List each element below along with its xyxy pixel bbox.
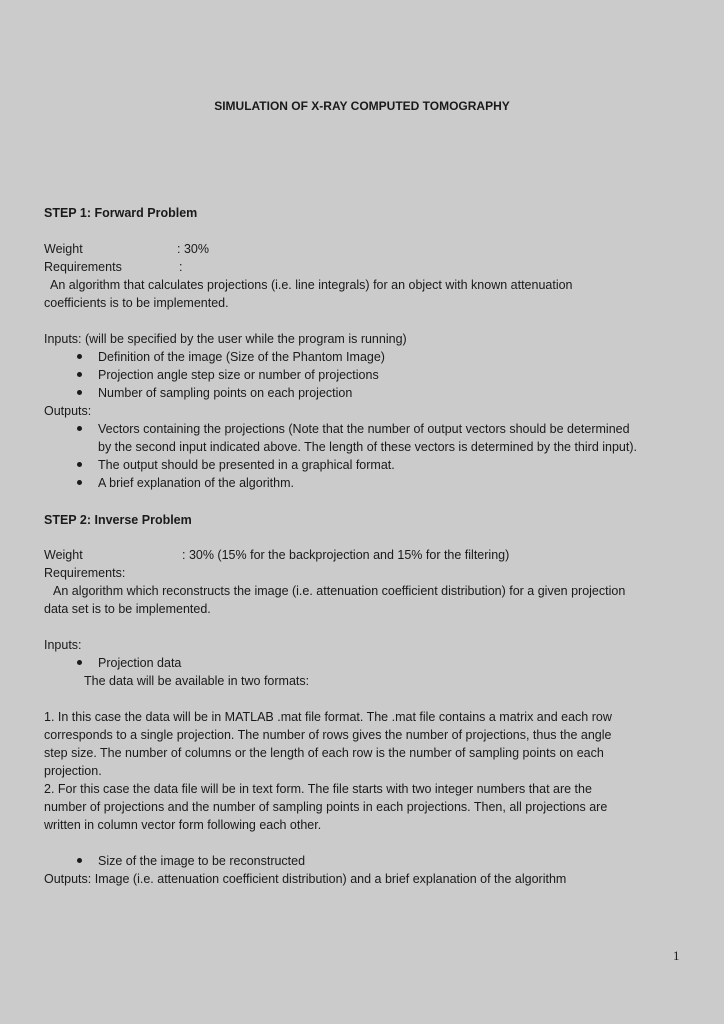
step1-input-item: Number of sampling points on each projection xyxy=(98,386,353,400)
step2-outputs: Outputs: Image (i.e. attenuation coefficient distribution) and a brief explanation of the algorithm xyxy=(44,872,567,886)
step2-formats-intro: The data will be available in two formats: xyxy=(84,674,310,688)
step1-weight-value: : 30% xyxy=(177,242,209,256)
step1-input-item: Projection angle step size or number of projections xyxy=(98,368,379,382)
bullet-icon xyxy=(77,660,82,665)
step1-requirements-text-1: An algorithm that calculates projections (i.e. line integrals) for an object with known attenuation xyxy=(50,278,573,292)
step2-inputs-label: Inputs: xyxy=(44,638,82,652)
step1-requirements-colon: : xyxy=(179,260,183,274)
format2-text-2: number of projections and the number of sampling points in each projections. Then, all projections are xyxy=(44,800,608,814)
bullet-icon xyxy=(77,354,82,359)
step1-output-item-line2: by the second input indicated above. The length of these vectors is determined by the third input). xyxy=(98,440,637,454)
bullet-icon xyxy=(77,480,82,485)
step2-input-item: Projection data xyxy=(98,656,182,670)
bullet-icon xyxy=(77,462,82,467)
step1-inputs-label: Inputs: (will be specified by the user while the program is running) xyxy=(44,332,407,346)
step2-weight-label: Weight xyxy=(44,548,83,562)
format1-text-3: step size. The number of columns or the length of each row is the number of sampling points on each xyxy=(44,746,604,760)
step1-requirements-label: Requirements xyxy=(44,260,122,274)
bullet-icon xyxy=(77,858,82,863)
bullet-icon xyxy=(77,372,82,377)
bullet-icon xyxy=(77,426,82,431)
step2-requirements-text-1: An algorithm which reconstructs the image (i.e. attenuation coefficient distribution) for a given projection xyxy=(53,584,626,598)
format1-text-1: 1. In this case the data will be in MATLAB .mat file format. The .mat file contains a matrix and each row xyxy=(44,710,612,724)
step1-input-item: Definition of the image (Size of the Phantom Image) xyxy=(98,350,385,364)
format1-text-2: corresponds to a single projection. The number of rows gives the number of projections, thus the angle xyxy=(44,728,612,742)
format2-text-3: written in column vector form following each other. xyxy=(44,818,322,832)
step1-output-item: A brief explanation of the algorithm. xyxy=(98,476,294,490)
step2-requirements-label: Requirements: xyxy=(44,566,126,580)
step1-requirements-text-2: coefficients is to be implemented. xyxy=(44,296,229,310)
step1-heading: STEP 1: Forward Problem xyxy=(44,206,198,220)
step2-weight-value: : 30% (15% for the backprojection and 15% for the filtering) xyxy=(182,548,510,562)
page-title: SIMULATION OF X-RAY COMPUTED TOMOGRAPHY xyxy=(214,99,510,113)
step1-output-item-line1: Vectors containing the projections (Note that the number of output vectors should be determined xyxy=(98,422,630,436)
step1-weight-label: Weight xyxy=(44,242,83,256)
step2-requirements-text-2: data set is to be implemented. xyxy=(44,602,211,616)
step2-heading: STEP 2: Inverse Problem xyxy=(44,513,192,527)
step2-input-item: Size of the image to be reconstructed xyxy=(98,854,306,868)
page-number: 1 xyxy=(673,948,680,963)
step1-output-item: The output should be presented in a graphical format. xyxy=(98,458,395,472)
format1-text-4: projection. xyxy=(44,764,102,778)
step1-outputs-label: Outputs: xyxy=(44,404,92,418)
format2-text-1: 2. For this case the data file will be in text form. The file starts with two integer numbers that are the xyxy=(44,782,592,796)
bullet-icon xyxy=(77,390,82,395)
